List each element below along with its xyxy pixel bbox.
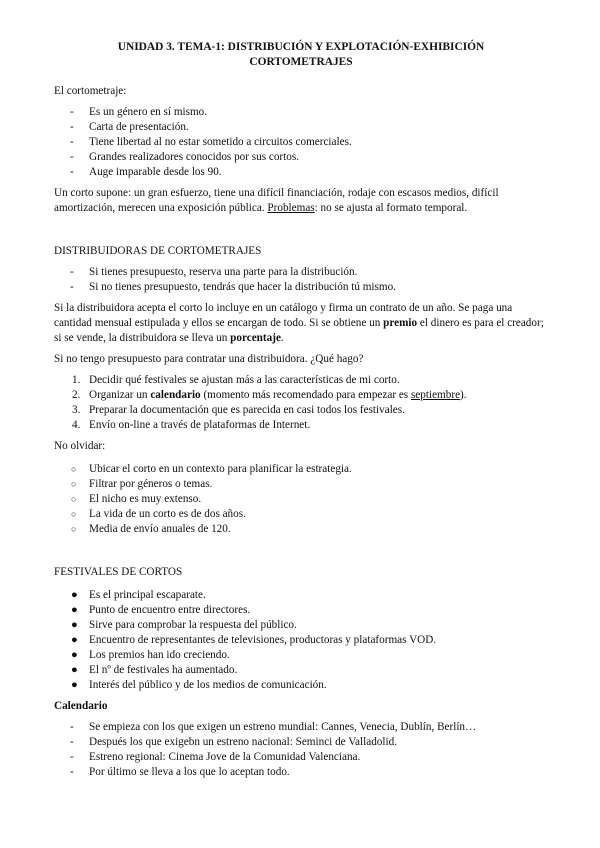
list-item: ○ La vida de un corto es de dos años. bbox=[71, 508, 246, 520]
list-item: 3. Preparar la documentación que es parecida en casi todos los festivales. bbox=[72, 404, 405, 416]
steps-list bbox=[54, 373, 548, 433]
list-item: ● El nº de festivales ha aumentado. bbox=[71, 664, 238, 676]
list-item: - Estreno regional: Cinema Jove de la Comunidad Valenciana. bbox=[70, 751, 361, 763]
cortometraje-intro: El cortometraje: bbox=[54, 85, 127, 97]
circle-bullet-icon: ○ bbox=[71, 509, 77, 519]
list-item: - Después los que exigebn un estreno nacional: Seminci de Valladolid. bbox=[70, 736, 397, 748]
reminders-list bbox=[54, 462, 548, 537]
list-item: ● Punto de encuentro entre directores. bbox=[71, 604, 251, 616]
dash-marker: - bbox=[70, 136, 74, 148]
dash-marker: - bbox=[70, 736, 74, 748]
list-item: ○ Media de envío anuales de 120. bbox=[71, 523, 231, 535]
list-item: 4. Envío on-line a través de plataformas de Internet. bbox=[72, 419, 311, 431]
circle-bullet-icon: ○ bbox=[71, 494, 77, 504]
document-title bbox=[54, 40, 548, 70]
list-item: - Por último se lleva a los que lo aceptan todo. bbox=[70, 766, 290, 778]
dash-marker: - bbox=[70, 281, 74, 293]
title-line-2: CORTOMETRAJES bbox=[249, 56, 353, 68]
list-item: - Si tienes presupuesto, reserva una parte para la distribución. bbox=[70, 266, 358, 278]
sin-presupuesto-question: Si no tengo presupuesto para contratar una distribuidora. ¿Qué hago? bbox=[54, 353, 364, 365]
dash-marker: - bbox=[70, 166, 74, 178]
title-line-1: UNIDAD 3. TEMA-1: DISTRIBUCIÓN Y EXPLOTACIÓN-EXHIBICIÓN bbox=[117, 41, 485, 53]
premio-label: premio bbox=[383, 317, 418, 329]
no-olvidar-label: No olvidar: bbox=[54, 440, 106, 452]
disc-bullet-icon: ● bbox=[71, 589, 78, 601]
corto-supone-paragraph: Un corto supone: un gran esfuerzo, tiene una difícil financiación, rodaje con escasos medios, difícil amortización, merecen una exposición pública. Problemas: no se ajusta al formato temporal. bbox=[54, 187, 499, 214]
cortometraje-list bbox=[54, 105, 548, 180]
list-item: - Si no tienes presupuesto, tendrás que hacer la distribución tú mismo. bbox=[70, 281, 396, 293]
list-item: - Carta de presentación. bbox=[70, 121, 189, 133]
dash-marker: - bbox=[70, 151, 74, 163]
festivales-heading: FESTIVALES DE CORTOS bbox=[54, 566, 183, 578]
calendario-heading: Calendario bbox=[54, 700, 108, 712]
distribuidoras-heading: DISTRIBUIDORAS DE CORTOMETRAJES bbox=[54, 245, 262, 257]
disc-bullet-icon: ● bbox=[71, 634, 78, 646]
list-item: - Auge imparable desde los 90. bbox=[70, 166, 222, 178]
calendario-label: calendario bbox=[150, 389, 201, 401]
disc-bullet-icon: ● bbox=[71, 619, 78, 631]
circle-bullet-icon: ○ bbox=[71, 479, 77, 489]
list-item: ● Encuentro de representantes de televisiones, productoras y plataformas VOD. bbox=[71, 634, 437, 646]
list-item: ○ El nicho es muy extenso. bbox=[71, 493, 202, 505]
distribuidora-paragraph: Si la distribuidora acepta el corto lo incluye en un catálogo y firma un contrato de un año. Se paga una cantidad mensual estipulada y ellos se encargan de todo. Si se obtiene un premio el dinero es para el creador; si se vende, la distribuidora se lleva un porcentaje. bbox=[54, 302, 544, 344]
dash-marker: - bbox=[70, 751, 74, 763]
list-item: - Grandes realizadores conocidos por sus cortos. bbox=[70, 151, 300, 163]
list-item: ● Sirve para comprobar la respuesta del público. bbox=[71, 619, 297, 631]
disc-bullet-icon: ● bbox=[71, 664, 78, 676]
list-item: ● Es el principal escaparate. bbox=[71, 589, 206, 601]
dash-marker: - bbox=[70, 721, 74, 733]
circle-bullet-icon: ○ bbox=[71, 524, 77, 534]
dash-marker: - bbox=[70, 121, 74, 133]
list-item: - Es un género en sí mismo. bbox=[70, 106, 208, 118]
calendario-list bbox=[54, 720, 548, 780]
problemas-label: Problemas bbox=[267, 202, 315, 214]
dash-marker: - bbox=[70, 106, 74, 118]
septiembre-label: septiembre bbox=[410, 389, 461, 401]
list-item: 2. Organizar un calendario (momento más recomendado para empezar es septiembre). bbox=[72, 389, 467, 401]
disc-bullet-icon: ● bbox=[71, 649, 78, 661]
list-item: - Se empieza con los que exigen un estreno mundial: Cannes, Venecia, Dublín, Berlín… bbox=[70, 721, 477, 733]
list-item: ○ Filtrar por géneros o temas. bbox=[71, 478, 213, 490]
dash-marker: - bbox=[70, 266, 74, 278]
festivales-list bbox=[54, 588, 548, 693]
list-item: 1. Decidir qué festivales se ajustan más a las características de mi corto. bbox=[72, 374, 400, 386]
document-page bbox=[54, 40, 548, 780]
disc-bullet-icon: ● bbox=[71, 679, 78, 691]
distribuidoras-list bbox=[54, 265, 548, 295]
porcentaje-label: porcentaje bbox=[230, 332, 281, 344]
list-item: ○ Ubicar el corto en un contexto para planificar la estrategia. bbox=[71, 463, 352, 475]
circle-bullet-icon: ○ bbox=[71, 464, 77, 474]
disc-bullet-icon: ● bbox=[71, 604, 78, 616]
list-item: ● Interés del público y de los medios de comunicación. bbox=[71, 679, 327, 691]
list-item: ● Los premios han ido creciendo. bbox=[71, 649, 230, 661]
list-item: - Tiene libertad al no estar sometido a circuitos comerciales. bbox=[70, 136, 352, 148]
dash-marker: - bbox=[70, 766, 74, 778]
